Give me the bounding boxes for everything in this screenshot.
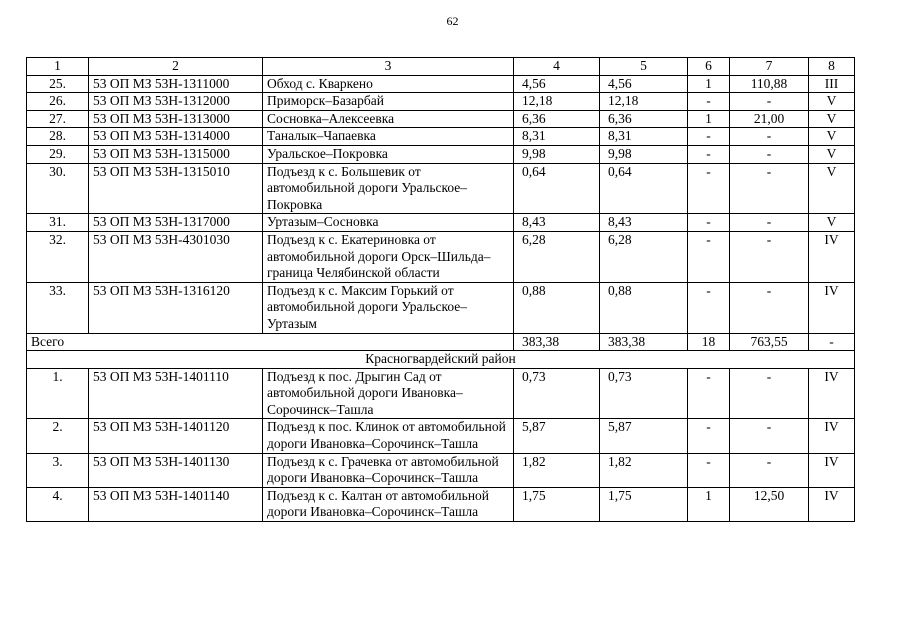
road-name: Уральское–Покровка — [263, 145, 514, 163]
bridge-count: - — [688, 163, 730, 214]
header-cell: 7 — [730, 58, 809, 76]
bridge-length: 12,50 — [730, 487, 809, 521]
road-code: 53 ОП МЗ 53Н-1315000 — [89, 145, 263, 163]
header-cell: 2 — [89, 58, 263, 76]
row-number: 28. — [27, 128, 89, 146]
bridge-count: - — [688, 128, 730, 146]
road-name: Сосновка–Алексеевка — [263, 110, 514, 128]
bridge-count: - — [688, 214, 730, 232]
header-cell: 6 — [688, 58, 730, 76]
road-category: IV — [809, 368, 855, 419]
row-number: 4. — [27, 487, 89, 521]
road-code: 53 ОП МЗ 53Н-4301030 — [89, 231, 263, 282]
roads-table — [26, 57, 855, 522]
road-category: V — [809, 93, 855, 111]
length-paved: 4,56 — [600, 75, 688, 93]
length-total: 1,82 — [514, 453, 600, 487]
road-category: V — [809, 145, 855, 163]
road-code: 53 ОП МЗ 53Н-1401140 — [89, 487, 263, 521]
length-paved: 8,43 — [600, 214, 688, 232]
bridge-length: - — [730, 231, 809, 282]
road-code: 53 ОП МЗ 53Н-1311000 — [89, 75, 263, 93]
row-number: 31. — [27, 214, 89, 232]
total-category: - — [809, 333, 855, 351]
road-name: Подъезд к пос. Дрыгин Сад от автомобильной дороги Ивановка–Сорочинск–Ташла — [263, 368, 514, 419]
row-number: 30. — [27, 163, 89, 214]
total-length-paved: 383,38 — [600, 333, 688, 351]
road-code: 53 ОП МЗ 53Н-1401110 — [89, 368, 263, 419]
road-code: 53 ОП МЗ 53Н-1313000 — [89, 110, 263, 128]
table-row — [27, 282, 855, 333]
table-row — [27, 368, 855, 419]
bridge-length: 110,88 — [730, 75, 809, 93]
road-code: 53 ОП МЗ 53Н-1317000 — [89, 214, 263, 232]
road-name: Подъезд к с. Большевик от автомобильной дороги Уральское–Покровка — [263, 163, 514, 214]
road-name: Подъезд к с. Грачевка от автомобильной дороги Ивановка–Сорочинск–Ташла — [263, 453, 514, 487]
road-category: IV — [809, 231, 855, 282]
district-heading: Красногвардейский район — [27, 351, 855, 369]
bridge-count: - — [688, 453, 730, 487]
bridge-count: - — [688, 419, 730, 453]
table-row — [27, 214, 855, 232]
bridge-count: - — [688, 368, 730, 419]
bridge-length: - — [730, 419, 809, 453]
length-total: 4,56 — [514, 75, 600, 93]
total-row — [27, 333, 855, 351]
bridge-count: - — [688, 93, 730, 111]
header-cell: 1 — [27, 58, 89, 76]
table-row — [27, 453, 855, 487]
row-number: 25. — [27, 75, 89, 93]
road-name: Подъезд к с. Екатериновка от автомобильной дороги Орск–Шильда–граница Челябинской области — [263, 231, 514, 282]
header-cell: 5 — [600, 58, 688, 76]
bridge-length: - — [730, 282, 809, 333]
table-row — [27, 163, 855, 214]
bridge-length: - — [730, 128, 809, 146]
table-row — [27, 231, 855, 282]
row-number: 26. — [27, 93, 89, 111]
row-number: 3. — [27, 453, 89, 487]
total-bridge-length: 763,55 — [730, 333, 809, 351]
bridge-count: - — [688, 145, 730, 163]
table-row — [27, 93, 855, 111]
length-total: 0,73 — [514, 368, 600, 419]
road-category: IV — [809, 419, 855, 453]
road-category: III — [809, 75, 855, 93]
road-name: Приморск–Базарбай — [263, 93, 514, 111]
length-paved: 1,82 — [600, 453, 688, 487]
road-code: 53 ОП МЗ 53Н-1312000 — [89, 93, 263, 111]
length-total: 6,36 — [514, 110, 600, 128]
road-category: V — [809, 163, 855, 214]
length-paved: 0,88 — [600, 282, 688, 333]
road-code: 53 ОП МЗ 53Н-1314000 — [89, 128, 263, 146]
length-total: 5,87 — [514, 419, 600, 453]
length-total: 12,18 — [514, 93, 600, 111]
length-total: 9,98 — [514, 145, 600, 163]
length-paved: 0,64 — [600, 163, 688, 214]
length-total: 0,88 — [514, 282, 600, 333]
district-row — [27, 351, 855, 369]
length-paved: 12,18 — [600, 93, 688, 111]
table-row — [27, 110, 855, 128]
road-category: IV — [809, 453, 855, 487]
road-category: V — [809, 110, 855, 128]
length-paved: 6,36 — [600, 110, 688, 128]
length-paved: 0,73 — [600, 368, 688, 419]
row-number: 27. — [27, 110, 89, 128]
road-category: IV — [809, 487, 855, 521]
table-row — [27, 75, 855, 93]
total-label: Всего — [27, 333, 514, 351]
header-row — [27, 58, 855, 76]
road-code: 53 ОП МЗ 53Н-1401130 — [89, 453, 263, 487]
road-name: Таналык–Чапаевка — [263, 128, 514, 146]
length-paved: 9,98 — [600, 145, 688, 163]
bridge-length: - — [730, 163, 809, 214]
bridge-length: - — [730, 214, 809, 232]
length-total: 8,43 — [514, 214, 600, 232]
length-total: 0,64 — [514, 163, 600, 214]
total-bridge-count: 18 — [688, 333, 730, 351]
row-number: 33. — [27, 282, 89, 333]
road-name: Уртазым–Сосновка — [263, 214, 514, 232]
bridge-count: 1 — [688, 110, 730, 128]
road-code: 53 ОП МЗ 53Н-1316120 — [89, 282, 263, 333]
row-number: 32. — [27, 231, 89, 282]
row-number: 2. — [27, 419, 89, 453]
bridge-length: - — [730, 93, 809, 111]
length-paved: 5,87 — [600, 419, 688, 453]
page-number: 62 — [446, 14, 459, 28]
road-code: 53 ОП МЗ 53Н-1401120 — [89, 419, 263, 453]
road-code: 53 ОП МЗ 53Н-1315010 — [89, 163, 263, 214]
road-name: Подъезд к с. Максим Горький от автомобильной дороги Уральское–Уртазым — [263, 282, 514, 333]
road-category: V — [809, 128, 855, 146]
road-category: V — [809, 214, 855, 232]
length-paved: 6,28 — [600, 231, 688, 282]
road-name: Подъезд к с. Калтан от автомобильной дороги Ивановка–Сорочинск–Ташла — [263, 487, 514, 521]
header-cell: 8 — [809, 58, 855, 76]
table-row — [27, 128, 855, 146]
row-number: 29. — [27, 145, 89, 163]
bridge-length: - — [730, 453, 809, 487]
table-row — [27, 487, 855, 521]
total-length: 383,38 — [514, 333, 600, 351]
header-cell: 3 — [263, 58, 514, 76]
bridge-count: 1 — [688, 75, 730, 93]
length-paved: 8,31 — [600, 128, 688, 146]
length-total: 8,31 — [514, 128, 600, 146]
bridge-length: - — [730, 368, 809, 419]
bridge-count: - — [688, 282, 730, 333]
header-cell: 4 — [514, 58, 600, 76]
bridge-length: - — [730, 145, 809, 163]
bridge-length: 21,00 — [730, 110, 809, 128]
road-category: IV — [809, 282, 855, 333]
length-paved: 1,75 — [600, 487, 688, 521]
table-row — [27, 419, 855, 453]
road-name: Обход с. Кваркено — [263, 75, 514, 93]
length-total: 1,75 — [514, 487, 600, 521]
row-number: 1. — [27, 368, 89, 419]
table-row — [27, 145, 855, 163]
bridge-count: - — [688, 231, 730, 282]
road-name: Подъезд к пос. Клинок от автомобильной дороги Ивановка–Сорочинск–Ташла — [263, 419, 514, 453]
bridge-count: 1 — [688, 487, 730, 521]
length-total: 6,28 — [514, 231, 600, 282]
